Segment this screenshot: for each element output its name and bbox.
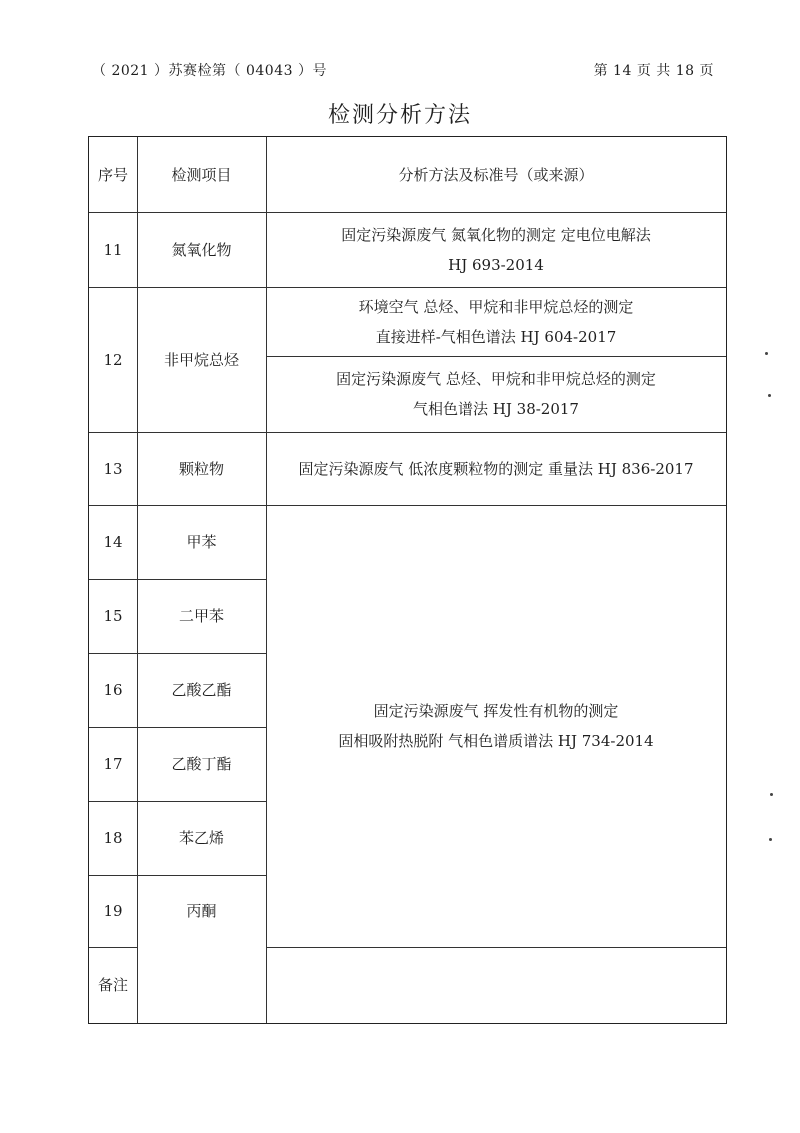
method-line: 固相吸附热脱附 气相色谱质谱法 HJ 734-2014 [338, 732, 654, 750]
remarks-label: 备注 [97, 976, 128, 994]
methods-table [88, 136, 727, 1024]
group-method [266, 505, 726, 947]
row-15-seq: 15 [103, 607, 123, 625]
row-13-seq: 13 [103, 459, 123, 478]
page-number: 第 14 页 共 18 页 [593, 63, 714, 79]
remarks-value [137, 947, 726, 1023]
row-12-method-1 [266, 287, 726, 356]
document-number: （ 2021 ）苏赛检第（ 04043 ）号 [92, 63, 327, 79]
row-18-seq: 18 [103, 829, 123, 847]
header-seq: 序号 [97, 165, 128, 184]
row-11-method [266, 212, 726, 287]
method-line: 固定污染源废气 低浓度颗粒物的测定 重量法 HJ 836-2017 [298, 459, 694, 478]
method-line: HJ 693-2014 [448, 255, 544, 274]
header-item: 检测项目 [171, 165, 232, 184]
row-16-seq: 16 [103, 681, 123, 699]
row-16-item: 乙酸乙酯 [171, 681, 232, 699]
method-line: 直接进样-气相色谱法 HJ 604-2017 [375, 327, 617, 346]
row-11-item: 氮氧化物 [171, 240, 232, 259]
page-title: 检测分析方法 [327, 103, 472, 128]
row-13-method [266, 432, 726, 505]
row-15-item: 二甲苯 [178, 607, 224, 625]
method-line: 固定污染源废气 挥发性有机物的测定 [373, 702, 619, 720]
row-17-item: 乙酸丁酯 [171, 755, 232, 773]
row-12-method-2 [266, 356, 726, 432]
header-method: 分析方法及标准号（或来源） [398, 165, 594, 184]
row-13-item: 颗粒物 [178, 459, 224, 478]
row-12-item: 非甲烷总烃 [163, 350, 239, 369]
row-19-seq: 19 [103, 902, 123, 920]
row-14-seq: 14 [103, 533, 123, 551]
method-line: 气相色谱法 HJ 38-2017 [413, 400, 579, 418]
row-19-item: 丙酮 [186, 902, 217, 920]
row-12-seq: 12 [103, 350, 123, 369]
row-17-seq: 17 [103, 755, 123, 773]
row-18-item: 苯乙烯 [178, 829, 224, 847]
row-14-item: 甲苯 [186, 533, 217, 551]
method-line: 固定污染源废气 氮氧化物的测定 定电位电解法 [341, 225, 651, 244]
row-11-seq: 11 [103, 240, 123, 259]
method-line: 环境空气 总烃、甲烷和非甲烷总烃的测定 [358, 297, 634, 316]
method-line: 固定污染源废气 总烃、甲烷和非甲烷总烃的测定 [336, 370, 656, 388]
